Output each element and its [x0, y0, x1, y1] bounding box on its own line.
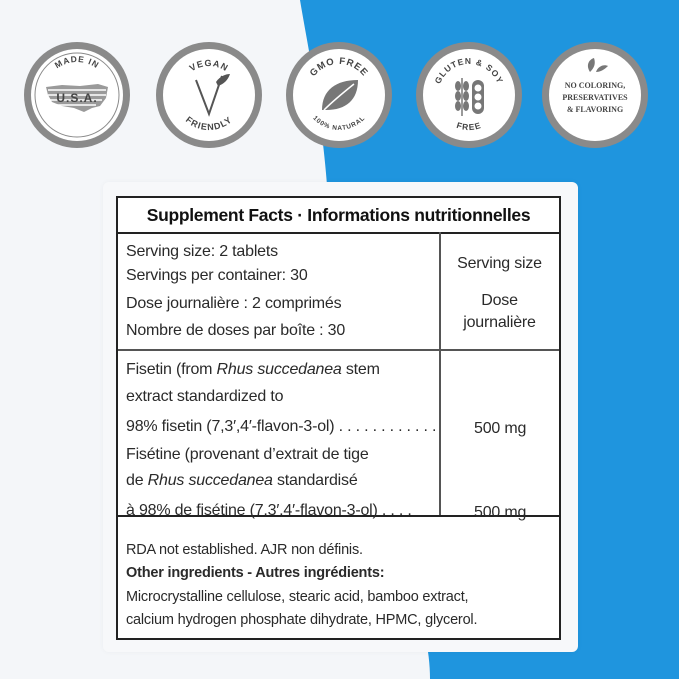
ingredient-en-amount: 500 mg [474, 420, 527, 437]
badge5-line2: PRESERVATIVES [562, 93, 628, 102]
badge-gluten-soy-free [414, 40, 524, 150]
ingredient-en-line2: extract standardized to [126, 388, 284, 405]
dose-journaliere-line: Dose journalière : 2 comprimés [126, 295, 342, 312]
badge3-top-text: GMO FREE [307, 55, 371, 79]
ingredient-fr-line3: à 98% de fisétine (7,3′,4′-flavon-3-ol) . . . . [126, 502, 412, 519]
badge1-center-text: U.S.A. [56, 91, 98, 105]
serving-size-line: Serving size: 2 tablets [126, 243, 278, 260]
nombre-doses-line: Nombre de doses par boîte : 30 [126, 322, 346, 339]
ingredient-fr-amount: 500 mg [474, 504, 527, 521]
badge-vegan-friendly [154, 40, 264, 150]
badge3-bottom-text: 100% NATURAL [311, 114, 367, 133]
facts-title: Supplement Facts · Informations nutritionnelles [118, 198, 559, 234]
badge1-top-text: MADE IN [52, 53, 102, 71]
badge-made-in-usa [22, 40, 132, 150]
badge5-line3: & FLAVORING [566, 105, 624, 114]
supplement-facts-panel [116, 196, 561, 640]
col-header-serving-size: Serving size [457, 255, 542, 272]
badge-no-coloring [540, 40, 650, 150]
other-ingredients-line1: Microcrystalline cellulose, stearic acid, bamboo extract, [126, 589, 469, 605]
ingredient-fr-line2: de Rhus succedanea standardisé [126, 472, 358, 489]
servings-per-container-line: Servings per container: 30 [126, 267, 308, 284]
row-divider [118, 349, 559, 351]
badge4-bottom-text: FREE [455, 119, 483, 133]
other-ingredients-heading: Other ingredients - Autres ingrédients: [126, 565, 385, 581]
badge4-top-text: GLUTEN & SOY [432, 55, 506, 86]
rda-note: RDA not established. AJR non définis. [126, 542, 363, 558]
badge5-line1: NO COLORING, [564, 81, 626, 90]
ingredient-fr-line1: Fisétine (provenant d’extrait de tige [126, 446, 369, 463]
col-header-dose: Dose [481, 292, 518, 309]
other-ingredients-line2: calcium hydrogen phosphate dihydrate, HPMC, glycerol. [126, 612, 478, 628]
ingredient-en-line3: 98% fisetin (7,3′,4′-flavon-3-ol) . . . . . . . . . . . . [126, 418, 437, 435]
ingredient-en-line1: Fisetin (from Rhus succedanea stem [126, 361, 380, 378]
badge2-top-text: VEGAN [187, 57, 231, 74]
badge2-bottom-text: FRIENDLY [183, 114, 235, 133]
badge-gmo-free [284, 40, 394, 150]
col-header-journaliere: journalière [463, 314, 536, 331]
